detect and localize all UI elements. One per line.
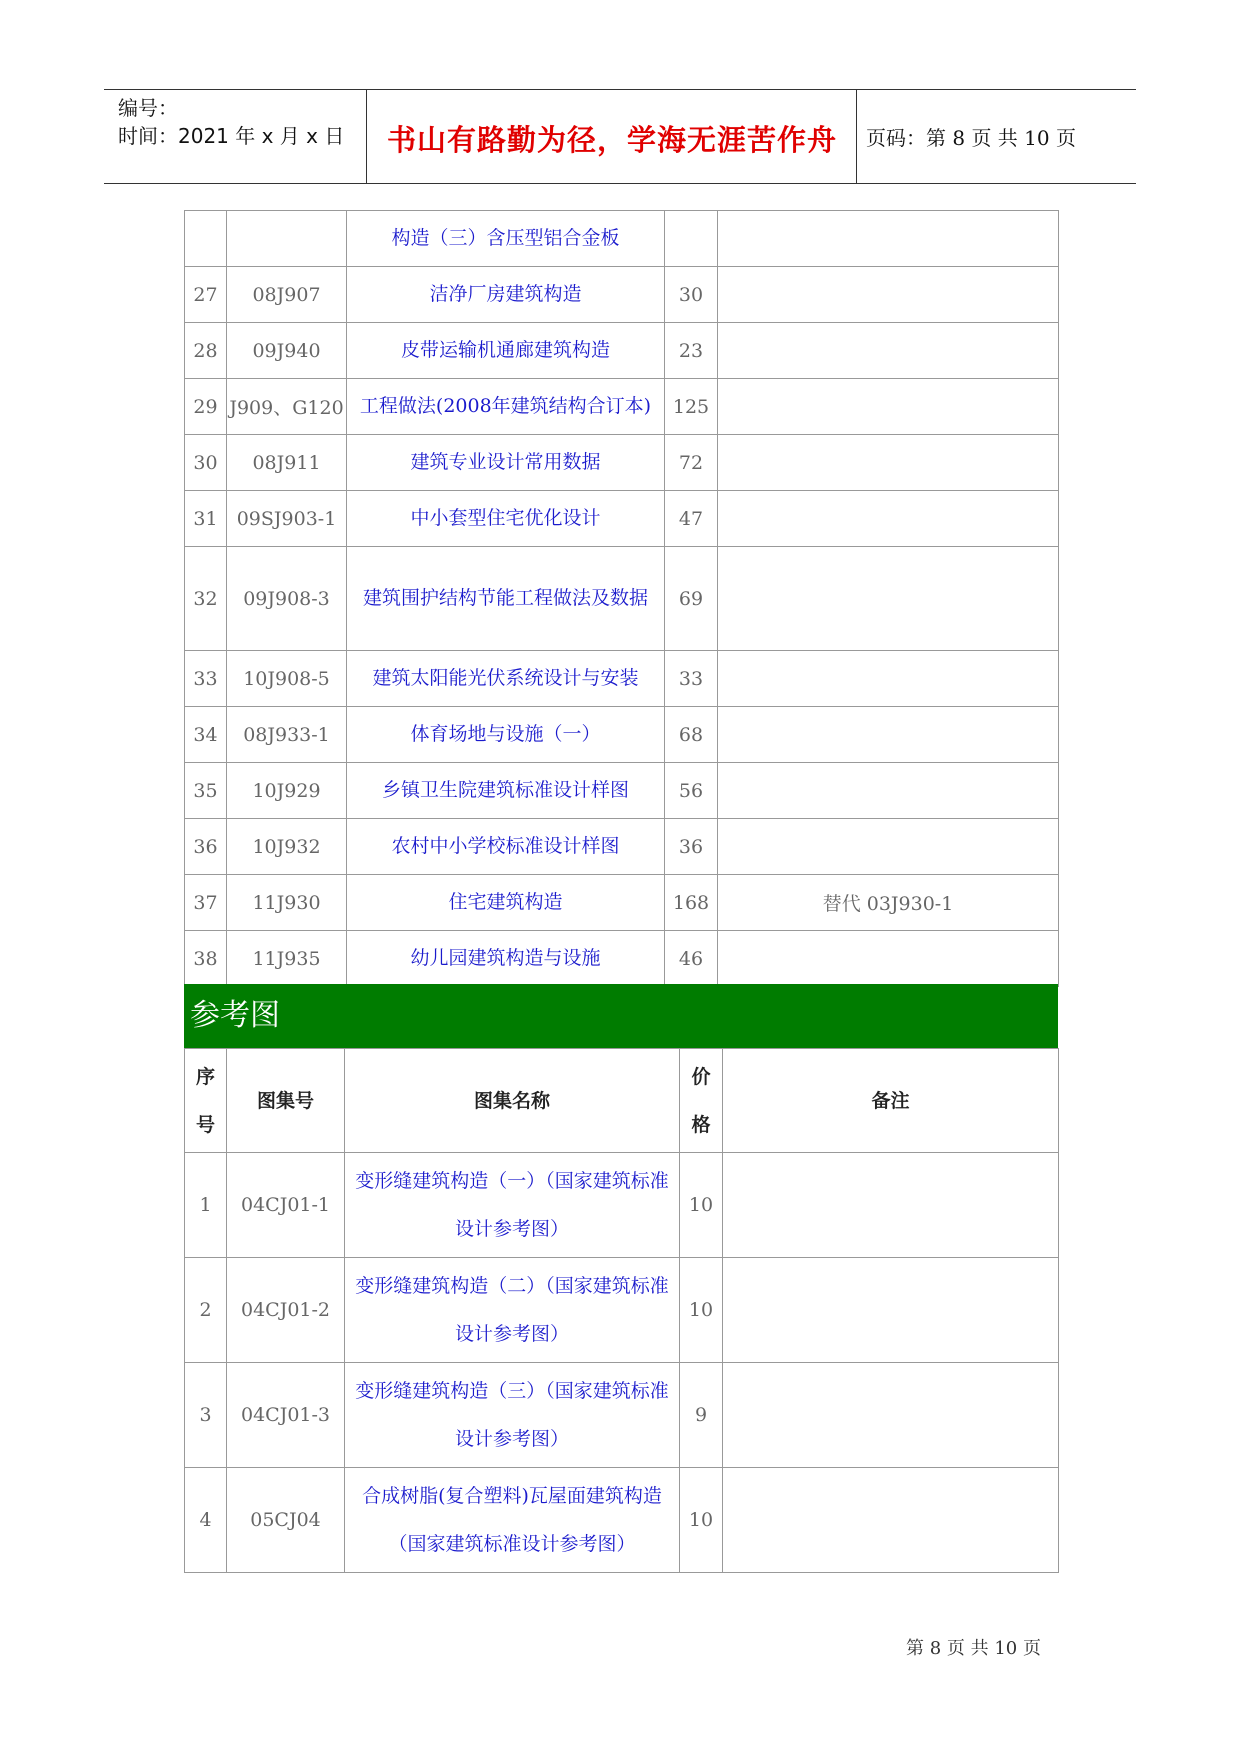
row-note (718, 931, 1059, 987)
row-code: 11J930 (227, 875, 347, 931)
row-no: 37 (185, 875, 227, 931)
row-no: 35 (185, 763, 227, 819)
row-price: 30 (665, 267, 718, 323)
table-row (185, 547, 1059, 651)
row-price: 33 (665, 651, 718, 707)
row-note (718, 267, 1059, 323)
header-note: 备注 (723, 1049, 1059, 1153)
atlas-table (184, 210, 1059, 987)
row-no: 36 (185, 819, 227, 875)
row-no: 31 (185, 491, 227, 547)
row-note (718, 651, 1059, 707)
row-code: 09J940 (227, 323, 347, 379)
row-price: 168 (665, 875, 718, 931)
row-note (718, 379, 1059, 435)
row-note (723, 1258, 1059, 1363)
table-row (185, 819, 1059, 875)
row-name-link[interactable]: 农村中小学校标准设计样图 (347, 819, 665, 875)
row-name-link[interactable]: 变形缝建筑构造（一）（国家建筑标准设计参考图） (345, 1153, 680, 1258)
row-note (718, 763, 1059, 819)
row-price: 125 (665, 379, 718, 435)
section-title: 参考图 (184, 984, 1058, 1048)
row-note (723, 1153, 1059, 1258)
row-name-link[interactable]: 中小套型住宅优化设计 (347, 491, 665, 547)
row-code: 09J908-3 (227, 547, 347, 651)
row-code: 10J908-5 (227, 651, 347, 707)
row-no: 32 (185, 547, 227, 651)
row-no: 3 (185, 1363, 227, 1468)
row-code: 11J935 (227, 931, 347, 987)
table-header-row (185, 1049, 1059, 1153)
row-name-link[interactable]: 乡镇卫生院建筑标准设计样图 (347, 763, 665, 819)
row-price: 10 (680, 1153, 723, 1258)
header-no: 序号 (185, 1049, 227, 1153)
row-code (227, 211, 347, 267)
row-code: 04CJ01-1 (227, 1153, 345, 1258)
row-price: 69 (665, 547, 718, 651)
table-row (185, 651, 1059, 707)
number-label: 编号： (118, 96, 178, 120)
table-row (185, 1153, 1059, 1258)
row-name-link[interactable]: 构造（三）含压型铝合金板 (347, 211, 665, 267)
table-row (185, 1258, 1059, 1363)
table-row (185, 931, 1059, 987)
header-meta (118, 94, 344, 150)
row-price: 72 (665, 435, 718, 491)
row-no: 28 (185, 323, 227, 379)
header-motto: 书山有路勤为径，学海无涯苦作舟 (386, 123, 837, 157)
row-code: 09SJ903-1 (227, 491, 347, 547)
row-no: 2 (185, 1258, 227, 1363)
row-name-link[interactable]: 住宅建筑构造 (347, 875, 665, 931)
page-header (104, 89, 1136, 184)
row-note (718, 491, 1059, 547)
row-price: 10 (680, 1258, 723, 1363)
row-note (718, 547, 1059, 651)
row-no: 33 (185, 651, 227, 707)
row-price (665, 211, 718, 267)
row-name-link[interactable]: 体育场地与设施（一） (347, 707, 665, 763)
time-label: 时间：2021 年 x 月 x 日 (118, 124, 345, 148)
table-row (185, 875, 1059, 931)
row-name-link[interactable]: 幼儿园建筑构造与设施 (347, 931, 665, 987)
row-price: 68 (665, 707, 718, 763)
header-page-label: 页码：第 8 页 共 10 页 (866, 126, 1076, 150)
row-no: 30 (185, 435, 227, 491)
row-name-link[interactable]: 皮带运输机通廊建筑构造 (347, 323, 665, 379)
row-no: 34 (185, 707, 227, 763)
table-row (185, 707, 1059, 763)
row-no: 1 (185, 1153, 227, 1258)
row-name-link[interactable]: 建筑围护结构节能工程做法及数据 (347, 547, 665, 651)
row-note (723, 1363, 1059, 1468)
row-note (723, 1468, 1059, 1573)
table-row (185, 491, 1059, 547)
row-name-link[interactable]: 变形缝建筑构造（二）（国家建筑标准设计参考图） (345, 1258, 680, 1363)
row-name-link[interactable]: 洁净厂房建筑构造 (347, 267, 665, 323)
row-price: 46 (665, 931, 718, 987)
header-code: 图集号 (227, 1049, 345, 1153)
row-code: 08J911 (227, 435, 347, 491)
row-note (718, 707, 1059, 763)
table-row (185, 1363, 1059, 1468)
row-name-link[interactable]: 建筑太阳能光伏系统设计与安装 (347, 651, 665, 707)
header-price: 价格 (680, 1049, 723, 1153)
row-no: 4 (185, 1468, 227, 1573)
row-code: 10J932 (227, 819, 347, 875)
row-price: 36 (665, 819, 718, 875)
row-no (185, 211, 227, 267)
row-note (718, 323, 1059, 379)
table-row (185, 763, 1059, 819)
row-price: 47 (665, 491, 718, 547)
reference-table (184, 1048, 1059, 1573)
row-no: 29 (185, 379, 227, 435)
row-price: 9 (680, 1363, 723, 1468)
table-row (185, 379, 1059, 435)
header-divider (856, 90, 857, 183)
row-code: J909、G120 (227, 379, 347, 435)
row-name-link[interactable]: 合成树脂(复合塑料)瓦屋面建筑构造（国家建筑标准设计参考图） (345, 1468, 680, 1573)
atlas-table-body (185, 211, 1059, 987)
row-code: 04CJ01-3 (227, 1363, 345, 1468)
row-code: 05CJ04 (227, 1468, 345, 1573)
table-row (185, 435, 1059, 491)
row-code: 08J933-1 (227, 707, 347, 763)
row-code: 08J907 (227, 267, 347, 323)
row-note (718, 819, 1059, 875)
header-name: 图集名称 (345, 1049, 680, 1153)
row-name-link[interactable]: 建筑专业设计常用数据 (347, 435, 665, 491)
row-no: 38 (185, 931, 227, 987)
header-divider (366, 90, 367, 183)
row-no: 27 (185, 267, 227, 323)
reference-table-body (185, 1153, 1059, 1573)
row-note (718, 435, 1059, 491)
table-row (185, 267, 1059, 323)
row-code: 04CJ01-2 (227, 1258, 345, 1363)
row-code: 10J929 (227, 763, 347, 819)
table-row (185, 1468, 1059, 1573)
table-row (185, 323, 1059, 379)
row-name-link[interactable]: 工程做法(2008年建筑结构合订本) (347, 379, 665, 435)
row-note (718, 211, 1059, 267)
row-price: 10 (680, 1468, 723, 1573)
row-name-link[interactable]: 变形缝建筑构造（三）（国家建筑标准设计参考图） (345, 1363, 680, 1468)
row-price: 23 (665, 323, 718, 379)
row-price: 56 (665, 763, 718, 819)
row-note: 替代 03J930-1 (718, 875, 1059, 931)
page-footer: 第 8 页 共 10 页 (906, 1638, 1041, 1659)
table-row (185, 211, 1059, 267)
